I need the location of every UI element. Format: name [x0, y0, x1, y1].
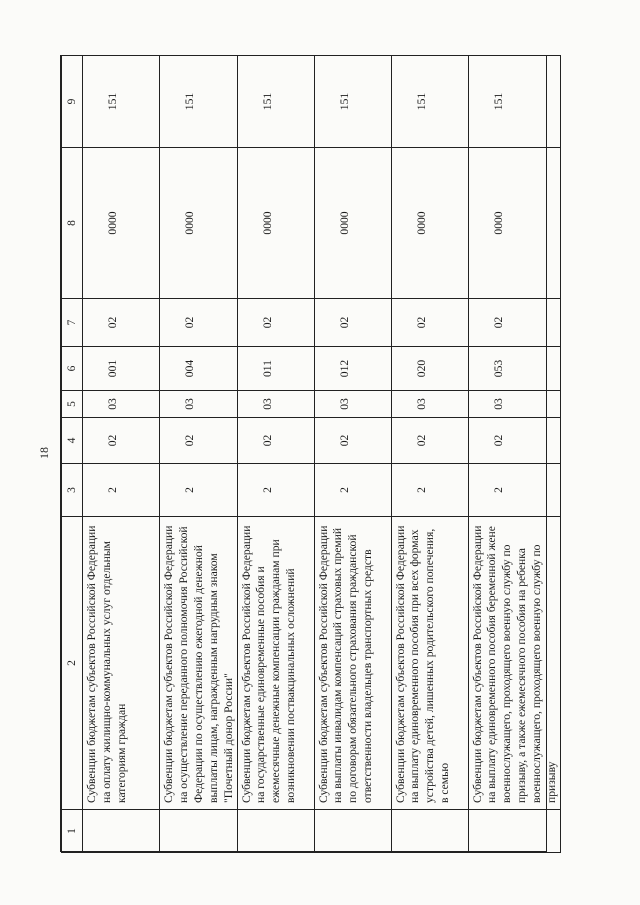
- row-description: Субвенции бюджетам субъектов Российской Федерации на выплаты инвалидам компенсаций страховых премий по договорам обязательного страхования гражданской ответственности владельцев транспортных средств: [314, 517, 391, 810]
- code-cell: 02: [314, 418, 391, 464]
- table-row: [160, 56, 238, 853]
- header-cell: 8: [62, 148, 83, 299]
- code-cell: 2: [83, 464, 160, 517]
- row-col1: [237, 810, 314, 853]
- code-cell: 151: [314, 56, 391, 148]
- row-description: Субвенции бюджетам субъектов Российской Федерации на оплату жилищно-коммунальных услуг отдельным категориям граждан: [83, 517, 160, 810]
- table-row: [83, 56, 160, 853]
- code-cell: 02: [314, 299, 391, 347]
- code-cell: 02: [83, 299, 160, 347]
- row-col1: [314, 810, 391, 853]
- code-cell: 02: [83, 418, 160, 464]
- code-cell: 001: [83, 347, 160, 391]
- code-cell: 0000: [314, 148, 391, 299]
- code-cell: 2: [468, 464, 560, 517]
- row-description: Субвенции бюджетам субъектов Российской Федерации на осуществление переданного полномочия Российской Федерации по осуществлению ежегодной денежной выплаты лицам, награжденным нагрудным знаком "Почетный донор России": [160, 517, 238, 810]
- code-cell: 03: [237, 391, 314, 418]
- code-cell: 0000: [237, 148, 314, 299]
- code-cell: 2: [314, 464, 391, 517]
- code-cell: 020: [391, 347, 468, 391]
- header-cell: 1: [62, 810, 83, 853]
- header-cell: 9: [62, 56, 83, 148]
- code-cell: 02: [160, 418, 238, 464]
- code-cell: 0000: [468, 148, 560, 299]
- code-cell: 03: [83, 391, 160, 418]
- budget-table-frame: [60, 55, 559, 852]
- code-cell: 0000: [391, 148, 468, 299]
- code-cell: 02: [237, 299, 314, 347]
- row-col1: [160, 810, 238, 853]
- code-cell: 2: [160, 464, 238, 517]
- code-cell: 011: [237, 347, 314, 391]
- code-cell: 2: [237, 464, 314, 517]
- row-col1: [468, 810, 560, 853]
- header-row: [62, 56, 83, 853]
- header-cell: 7: [62, 299, 83, 347]
- code-cell: 151: [391, 56, 468, 148]
- code-cell: 02: [237, 418, 314, 464]
- page-number: 18: [37, 447, 51, 459]
- table-row: [468, 56, 560, 853]
- code-cell: 02: [468, 299, 560, 347]
- code-cell: 02: [468, 418, 560, 464]
- code-cell: 0000: [83, 148, 160, 299]
- code-cell: 151: [468, 56, 560, 148]
- header-cell: 6: [62, 347, 83, 391]
- header-cell: 4: [62, 418, 83, 464]
- header-cell: 5: [62, 391, 83, 418]
- code-cell: 03: [391, 391, 468, 418]
- header-cell: 2: [62, 517, 83, 810]
- table-row: [237, 56, 314, 853]
- table-row: [314, 56, 391, 853]
- code-cell: 0000: [160, 148, 238, 299]
- budget-classification-table: [61, 55, 561, 853]
- row-description: Субвенции бюджетам субъектов Российской Федерации на выплату единовременного пособия беременной жене военнослужащего, проходящего военную службу по призыву, а также ежемесячного пособия на ребенка военнослужащего, проходящего военную службу по призыву: [468, 517, 560, 810]
- code-cell: 03: [314, 391, 391, 418]
- row-description: Субвенции бюджетам субъектов Российской Федерации на выплату единовременного пособия при всех формах устройства детей, лишенных родительского попечения, в семью: [391, 517, 468, 810]
- code-cell: 151: [160, 56, 238, 148]
- row-description: Субвенции бюджетам субъектов Российской Федерации на государственные единовременные пособия и ежемесячные денежные компенсации гражданам при возникновении поствакцинальных осложнений: [237, 517, 314, 810]
- code-cell: 03: [160, 391, 238, 418]
- code-cell: 03: [468, 391, 560, 418]
- code-cell: 004: [160, 347, 238, 391]
- code-cell: 151: [83, 56, 160, 148]
- code-cell: 02: [160, 299, 238, 347]
- table-row: [391, 56, 468, 853]
- code-cell: 012: [314, 347, 391, 391]
- header-cell: 3: [62, 464, 83, 517]
- code-cell: 2: [391, 464, 468, 517]
- row-col1: [391, 810, 468, 853]
- code-cell: 053: [468, 347, 560, 391]
- row-col1: [83, 810, 160, 853]
- code-cell: 02: [391, 418, 468, 464]
- budget-table-rotated: [61, 56, 559, 853]
- code-cell: 151: [237, 56, 314, 148]
- code-cell: 02: [391, 299, 468, 347]
